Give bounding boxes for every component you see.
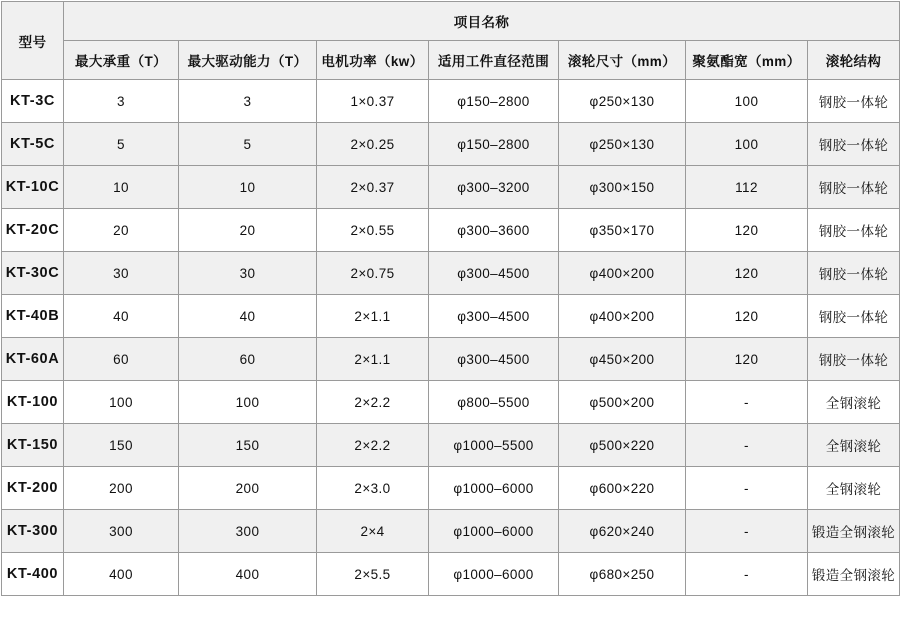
cell-motor-power: 2×4 bbox=[317, 510, 429, 553]
cell-model: KT-30C bbox=[2, 252, 64, 295]
cell-polyurethane-width: - bbox=[686, 467, 808, 510]
cell-roller-size: φ400×200 bbox=[559, 295, 686, 338]
cell-polyurethane-width: 112 bbox=[686, 166, 808, 209]
cell-roller-size: φ500×200 bbox=[559, 381, 686, 424]
column-header-model: 型号 bbox=[2, 2, 64, 80]
cell-model: KT-300 bbox=[2, 510, 64, 553]
cell-max-load: 200 bbox=[64, 467, 179, 510]
cell-roller-structure: 钢胶一体轮 bbox=[808, 252, 900, 295]
cell-workpiece-diameter: φ150–2800 bbox=[429, 80, 559, 123]
column-header-polyurethane-width: 聚氨酯宽（mm） bbox=[686, 41, 808, 80]
table-row bbox=[2, 252, 900, 295]
cell-motor-power: 2×1.1 bbox=[317, 338, 429, 381]
cell-workpiece-diameter: φ300–3600 bbox=[429, 209, 559, 252]
cell-roller-structure: 钢胶一体轮 bbox=[808, 80, 900, 123]
cell-model: KT-3C bbox=[2, 80, 64, 123]
column-header-roller-structure: 滚轮结构 bbox=[808, 41, 900, 80]
cell-motor-power: 2×0.75 bbox=[317, 252, 429, 295]
table-row bbox=[2, 295, 900, 338]
cell-polyurethane-width: 100 bbox=[686, 80, 808, 123]
cell-polyurethane-width: - bbox=[686, 553, 808, 596]
cell-roller-structure: 钢胶一体轮 bbox=[808, 209, 900, 252]
cell-workpiece-diameter: φ300–4500 bbox=[429, 338, 559, 381]
cell-polyurethane-width: - bbox=[686, 510, 808, 553]
cell-max-drive: 5 bbox=[179, 123, 317, 166]
cell-polyurethane-width: - bbox=[686, 381, 808, 424]
column-group-header: 项目名称 bbox=[64, 2, 900, 41]
cell-max-load: 100 bbox=[64, 381, 179, 424]
cell-model: KT-100 bbox=[2, 381, 64, 424]
cell-model: KT-40B bbox=[2, 295, 64, 338]
cell-model: KT-5C bbox=[2, 123, 64, 166]
cell-max-drive: 60 bbox=[179, 338, 317, 381]
cell-motor-power: 2×5.5 bbox=[317, 553, 429, 596]
cell-workpiece-diameter: φ1000–6000 bbox=[429, 467, 559, 510]
cell-workpiece-diameter: φ1000–6000 bbox=[429, 510, 559, 553]
cell-workpiece-diameter: φ1000–6000 bbox=[429, 553, 559, 596]
cell-motor-power: 2×0.37 bbox=[317, 166, 429, 209]
cell-max-load: 3 bbox=[64, 80, 179, 123]
table-header-row bbox=[2, 41, 900, 80]
cell-roller-size: φ680×250 bbox=[559, 553, 686, 596]
table-header-group-row bbox=[2, 2, 900, 41]
cell-model: KT-20C bbox=[2, 209, 64, 252]
cell-workpiece-diameter: φ800–5500 bbox=[429, 381, 559, 424]
table-row bbox=[2, 123, 900, 166]
cell-model: KT-10C bbox=[2, 166, 64, 209]
table-row bbox=[2, 424, 900, 467]
cell-workpiece-diameter: φ300–4500 bbox=[429, 252, 559, 295]
cell-max-load: 300 bbox=[64, 510, 179, 553]
specification-table bbox=[1, 1, 900, 596]
cell-motor-power: 2×0.25 bbox=[317, 123, 429, 166]
table-row bbox=[2, 80, 900, 123]
cell-polyurethane-width: 120 bbox=[686, 209, 808, 252]
cell-max-load: 20 bbox=[64, 209, 179, 252]
cell-roller-structure: 全钢滚轮 bbox=[808, 381, 900, 424]
cell-max-drive: 300 bbox=[179, 510, 317, 553]
cell-polyurethane-width: 100 bbox=[686, 123, 808, 166]
cell-max-drive: 200 bbox=[179, 467, 317, 510]
column-header-roller-size: 滚轮尺寸（mm） bbox=[559, 41, 686, 80]
cell-max-drive: 20 bbox=[179, 209, 317, 252]
cell-roller-size: φ300×150 bbox=[559, 166, 686, 209]
cell-max-drive: 30 bbox=[179, 252, 317, 295]
cell-roller-size: φ620×240 bbox=[559, 510, 686, 553]
cell-max-load: 30 bbox=[64, 252, 179, 295]
cell-roller-size: φ500×220 bbox=[559, 424, 686, 467]
column-header-max-load: 最大承重（T） bbox=[64, 41, 179, 80]
cell-model: KT-200 bbox=[2, 467, 64, 510]
cell-polyurethane-width: 120 bbox=[686, 252, 808, 295]
cell-workpiece-diameter: φ150–2800 bbox=[429, 123, 559, 166]
table-row bbox=[2, 553, 900, 596]
cell-motor-power: 2×3.0 bbox=[317, 467, 429, 510]
cell-polyurethane-width: - bbox=[686, 424, 808, 467]
cell-max-load: 5 bbox=[64, 123, 179, 166]
cell-model: KT-150 bbox=[2, 424, 64, 467]
cell-roller-size: φ450×200 bbox=[559, 338, 686, 381]
cell-max-load: 400 bbox=[64, 553, 179, 596]
cell-roller-size: φ600×220 bbox=[559, 467, 686, 510]
table-header bbox=[2, 2, 900, 80]
column-header-workpiece-diameter: 适用工件直径范围 bbox=[429, 41, 559, 80]
cell-motor-power: 2×1.1 bbox=[317, 295, 429, 338]
cell-workpiece-diameter: φ1000–5500 bbox=[429, 424, 559, 467]
cell-roller-structure: 锻造全钢滚轮 bbox=[808, 510, 900, 553]
cell-max-drive: 400 bbox=[179, 553, 317, 596]
table-row bbox=[2, 166, 900, 209]
cell-polyurethane-width: 120 bbox=[686, 295, 808, 338]
cell-roller-structure: 钢胶一体轮 bbox=[808, 166, 900, 209]
cell-workpiece-diameter: φ300–4500 bbox=[429, 295, 559, 338]
cell-roller-structure: 钢胶一体轮 bbox=[808, 123, 900, 166]
table-body bbox=[2, 80, 900, 596]
cell-max-drive: 40 bbox=[179, 295, 317, 338]
cell-motor-power: 2×0.55 bbox=[317, 209, 429, 252]
cell-roller-structure: 锻造全钢滚轮 bbox=[808, 553, 900, 596]
table-row bbox=[2, 209, 900, 252]
cell-motor-power: 2×2.2 bbox=[317, 381, 429, 424]
cell-motor-power: 2×2.2 bbox=[317, 424, 429, 467]
cell-roller-size: φ400×200 bbox=[559, 252, 686, 295]
table-row bbox=[2, 467, 900, 510]
cell-max-load: 150 bbox=[64, 424, 179, 467]
cell-max-drive: 100 bbox=[179, 381, 317, 424]
column-header-max-drive: 最大驱动能力（T） bbox=[179, 41, 317, 80]
cell-max-drive: 3 bbox=[179, 80, 317, 123]
cell-motor-power: 1×0.37 bbox=[317, 80, 429, 123]
cell-model: KT-400 bbox=[2, 553, 64, 596]
cell-roller-size: φ250×130 bbox=[559, 80, 686, 123]
table-row bbox=[2, 381, 900, 424]
cell-roller-size: φ250×130 bbox=[559, 123, 686, 166]
column-header-motor-power: 电机功率（kw） bbox=[317, 41, 429, 80]
cell-max-load: 40 bbox=[64, 295, 179, 338]
cell-max-load: 60 bbox=[64, 338, 179, 381]
cell-roller-structure: 全钢滚轮 bbox=[808, 424, 900, 467]
cell-max-drive: 150 bbox=[179, 424, 317, 467]
cell-roller-size: φ350×170 bbox=[559, 209, 686, 252]
cell-max-drive: 10 bbox=[179, 166, 317, 209]
cell-polyurethane-width: 120 bbox=[686, 338, 808, 381]
cell-roller-structure: 钢胶一体轮 bbox=[808, 295, 900, 338]
cell-max-load: 10 bbox=[64, 166, 179, 209]
cell-roller-structure: 全钢滚轮 bbox=[808, 467, 900, 510]
cell-model: KT-60A bbox=[2, 338, 64, 381]
table-row bbox=[2, 510, 900, 553]
cell-workpiece-diameter: φ300–3200 bbox=[429, 166, 559, 209]
cell-roller-structure: 钢胶一体轮 bbox=[808, 338, 900, 381]
table-row bbox=[2, 338, 900, 381]
